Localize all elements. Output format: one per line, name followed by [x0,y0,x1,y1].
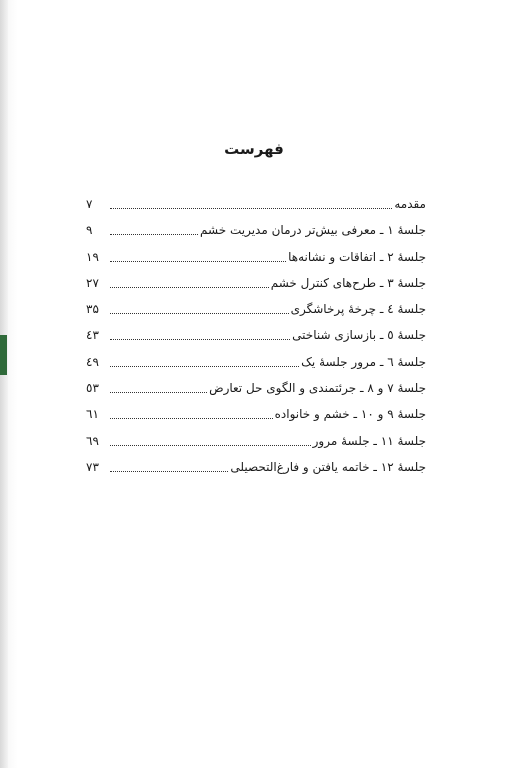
toc-entry-label: جلسهٔ ۹ و ۱۰ ـ خشم و خانواده [274,407,426,422]
toc-entry [86,319,426,342]
dot-leader [110,408,273,419]
toc-entry [86,293,426,316]
toc-entry-label: جلسهٔ ۱۱ ـ جلسهٔ مرور [312,433,426,448]
toc-entry-label: جلسهٔ ٥ ـ بازسازی شناختی [292,328,426,343]
toc-entry [86,372,426,395]
dot-leader [110,329,290,340]
toc-entry-page: ۷۳ [86,459,99,474]
toc-entry [86,398,426,421]
table-of-contents [86,188,426,477]
page-spine-shadow [0,0,8,768]
toc-entry-label: جلسهٔ ۱۲ ـ خاتمه یافتن و فارغ‌التحصیلی [230,459,426,474]
dot-leader [110,251,286,262]
toc-entry-label: جلسهٔ ٤ ـ چرخهٔ پرخاشگری [290,302,426,317]
toc-entry-label: جلسهٔ ۳ ـ طرح‌های کنترل خشم [270,275,426,290]
dot-leader [110,382,207,393]
dot-leader [110,224,198,235]
toc-entry-page: ٤۳ [86,328,99,343]
toc-entry-page: ۷ [86,197,93,211]
toc-entry-label: جلسهٔ ۱ ـ معرفی بیش‌تر درمان مدیریت خشم [200,223,426,238]
toc-entry-page: ٥۳ [86,381,99,396]
toc-entry [86,346,426,369]
toc-entry [86,214,426,237]
toc-entry-label: مقدمه [394,197,426,211]
toc-entry [86,267,426,290]
toc-entry [86,188,426,211]
toc-entry-page: ٤۹ [86,354,99,369]
page-title: فهرست [224,140,284,158]
toc-entry-page: ۹ [86,223,93,238]
toc-entry-page: ۲۷ [86,275,99,290]
toc-entry-page: ٦۱ [86,407,99,422]
dot-leader [110,198,392,209]
toc-entry-page: ٦۹ [86,433,99,448]
toc-entry [86,241,426,264]
dot-leader [110,303,289,314]
toc-entry-page: ۳۵ [86,302,99,317]
toc-entry-label: جلسهٔ ۲ ـ اتفاقات و نشانه‌ها [288,249,426,264]
toc-entry-label: جلسهٔ ٦ ـ مرور جلسهٔ یک [301,354,426,369]
dot-leader [110,277,269,288]
toc-entry [86,451,426,474]
cover-edge-tab [0,335,7,375]
dot-leader [110,356,299,367]
toc-entry [86,425,426,448]
toc-entry-page: ۱۹ [86,249,99,264]
dot-leader [110,461,228,472]
dot-leader [110,435,311,446]
toc-entry-label: جلسهٔ ۷ و ۸ ـ جرئتمندی و الگوی حل تعارض [209,381,426,396]
